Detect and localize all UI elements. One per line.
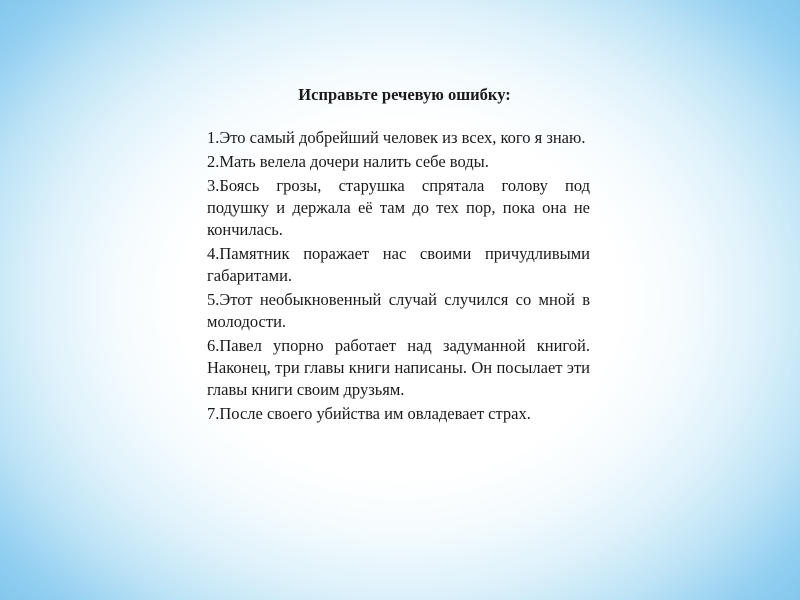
exercise-item-3: 3.Боясь грозы, старушка спрятала голову под подушку и держала её там до тех пор, пока она не кончилась. <box>207 176 590 239</box>
exercise-item-4: 4.Памятник поражает нас своими причудливыми габаритами. <box>207 244 590 285</box>
exercise-item-6: 6.Павел упорно работает над задуманной книгой. Наконец, три главы книги написаны. Он посылает эти главы книги своим друзьям. <box>207 336 590 399</box>
exercise-item-7: 7.После своего убийства им овладевает страх. <box>207 404 531 423</box>
exercise-list <box>207 127 590 425</box>
exercise-item-5: 5.Этот необыкновенный случай случился со мной в молодости. <box>207 290 590 331</box>
exercise-item-1: 1.Это самый добрейший человек из всех, кого я знаю. <box>207 128 586 147</box>
exercise-item-2: 2.Мать велела дочери налить себе воды. <box>207 152 489 171</box>
slide-content <box>207 84 590 427</box>
slide-title: Исправьте речевую ошибку: <box>298 85 511 104</box>
